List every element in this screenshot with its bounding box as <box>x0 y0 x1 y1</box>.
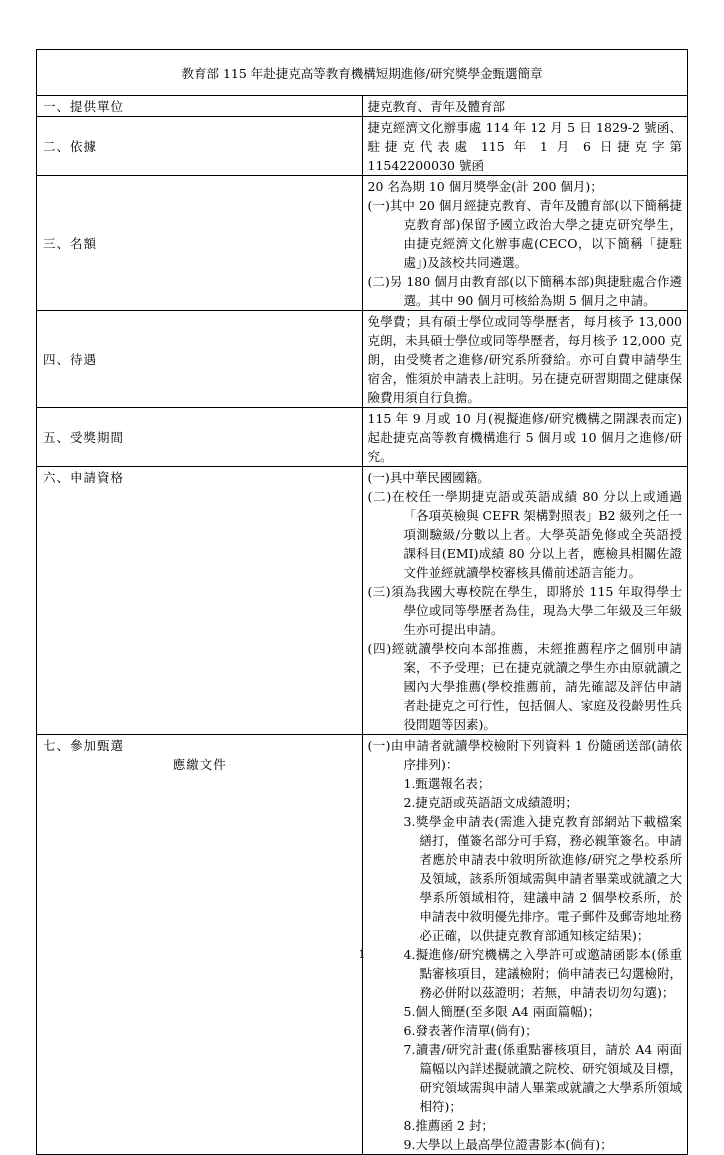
label-documents-line2: 應繳文件 <box>172 757 227 772</box>
label-quota: 三、名額 <box>37 176 363 311</box>
label-provider: 一、提供單位 <box>37 96 363 117</box>
document-item: 7.讀書/研究計畫(係重點審核項目，請於 A4 兩面篇幅以內詳述擬就讀之院校、研究領域及目標，研究領域需與申請人畢業或就讀之大學系所領域相符)； <box>403 1042 683 1114</box>
document-item: 9.大學以上最高學位證書影本(倘有)； <box>403 1137 613 1152</box>
regulation-table <box>36 49 688 1155</box>
value-quota <box>362 176 688 311</box>
document-item: 2.捷克語或英語語文成績證明； <box>403 795 578 810</box>
value-period: 115 年 9 月或 10 月(視擬進修/研究機構之開課表而定)起赴捷克高等教育機構進行 5 個月或 10 個月之進修/研究。 <box>362 408 688 467</box>
value-provider: 捷克教育、青年及體育部 <box>362 96 688 117</box>
document-item: 5.個人簡歷(至多限 A4 兩面篇幅)； <box>403 1004 601 1019</box>
value-eligibility <box>362 467 688 735</box>
row-provider <box>37 96 688 117</box>
quota-item: (二)另 180 個月由教育部(以下簡稱本部)與捷駐處合作遴選。其中 90 個月可核給為期 5 個月之申請。 <box>367 274 682 308</box>
document-item: 1.甄選報名表； <box>403 776 491 791</box>
eligibility-item: (二)在校任一學期捷克語或英語成績 80 分以上或通過「各項英檢與 CEFR 架構對照表」B2 級列之任一項測驗級/分數以上者。大學英語免修或全英語授課科目(EMI)成績 80 分以上者，應檢具相關佐證文件並經就讀學校審核具備前述語言能力。 <box>367 489 682 580</box>
document-item: 3.獎學金申請表(需進入捷克教育部網站下載檔案繕打，僅簽名部分可手寫，務必親筆簽名。申請者應於申請表中敘明所欲進修/研究之學校系所及領域，該系所領域需與申請者畢業或就讀之大學系所領域相符，建議申請 2 個學校系所，於申請表中敘明優先排序。電子郵件及郵寄地址務必正確，以供捷克教育部通知核定結果)； <box>403 814 683 943</box>
title-row <box>37 50 688 96</box>
label-documents-line1: 七、參加甄選 <box>43 738 125 753</box>
row-eligibility <box>37 467 688 735</box>
row-documents <box>37 735 688 1155</box>
eligibility-item: (一)具中華民國國籍。 <box>367 470 490 485</box>
document-item: 8.推薦函 2 封； <box>403 1118 494 1133</box>
documents-intro: (一)由申請者就讀學校檢附下列資料 1 份隨函送部(請依序排列)： <box>367 738 682 772</box>
quota-item: (一)其中 20 個月經捷克教育、青年及體育部(以下簡稱捷克教育部)保留予國立政治大學之捷克研究學生，由捷克經濟文化辦事處(CECO，以下簡稱「捷駐處」)及該校共同遴選。 <box>367 198 682 270</box>
value-basis: 捷克經濟文化辦事處 114 年 12 月 5 日 1829-2 號函、駐捷克代表處 115 年 1 月 6 日捷克字第 11542200030 號函 <box>362 117 688 176</box>
value-documents <box>362 735 688 1155</box>
quota-intro: 20 名為期 10 個月獎學金(計 200 個月)； <box>367 179 603 194</box>
row-basis <box>37 117 688 176</box>
document-title: 教育部 115 年赴捷克高等教育機構短期進修/研究獎學金甄選簡章 <box>37 50 688 96</box>
page-number: 1 <box>358 948 366 961</box>
document-item: 6.發表著作清單(倘有)； <box>403 1023 538 1038</box>
label-period: 五、受獎期間 <box>37 408 363 467</box>
row-period <box>37 408 688 467</box>
label-eligibility: 六、申請資格 <box>37 467 363 735</box>
row-quota <box>37 176 688 311</box>
document-item: 4.擬進修/研究機構之入學許可或邀請函影本(係重點審核項目，建議檢附；倘申請表已勾選檢附，務必併附以茲證明；若無，申請表切勿勾選)； <box>403 947 683 1000</box>
row-benefits <box>37 311 688 408</box>
eligibility-item: (四)經就讀學校向本部推薦，未經推薦程序之個別申請案，不予受理；已在捷克就讀之學生亦由原就讀之國內大學推薦(學校推薦前，請先確認及評估申請者赴捷克之可行性，包括個人、家庭及役齡男性兵役問題等因素)。 <box>367 641 682 732</box>
label-basis: 二、依據 <box>37 117 363 176</box>
document-page <box>36 49 688 1155</box>
value-benefits: 免學費；具有碩士學位或同等學歷者，每月核予 13,000 克朗，未具碩士學位或同等學歷者，每月核予 12,000 克朗，由受獎者之進修/研究系所發給。亦可自費申請學生宿舍，惟須於申請表上註明。另在捷克研習期間之健康保險費用須自行負擔。 <box>362 311 688 408</box>
label-documents <box>37 735 363 1155</box>
label-benefits: 四、待遇 <box>37 311 363 408</box>
eligibility-item: (三)須為我國大專校院在學生，即將於 115 年取得學士學位或同等學歷者為佳，現為大學二年級及三年級生亦可提出申請。 <box>367 584 682 637</box>
